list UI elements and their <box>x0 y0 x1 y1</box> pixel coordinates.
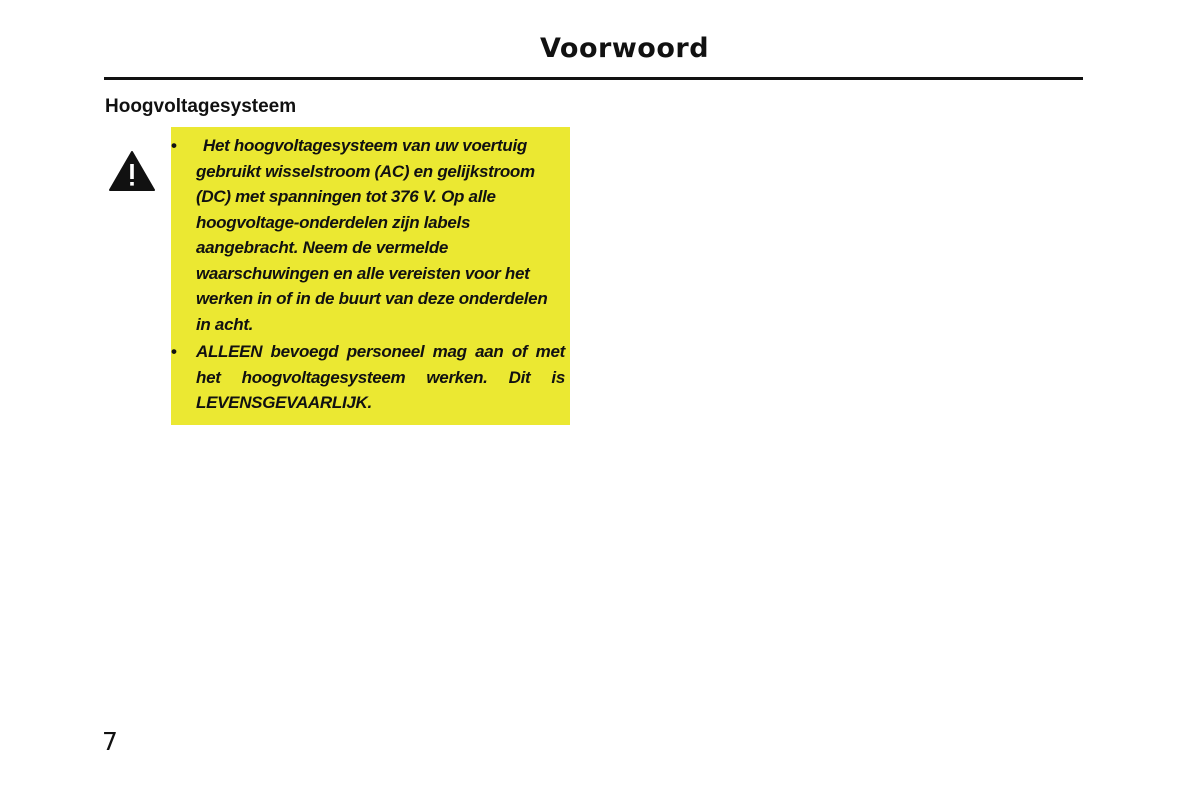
warning-triangle-icon <box>108 150 156 192</box>
bullet-icon: • <box>171 342 177 361</box>
warning-item-text: Het hoogvoltagesysteem van uw voertuig gebruikt wisselstroom (AC) en gelijkstroom (DC) met spanningen tot 376 V. Op alle hoogvoltage-onderdelen zijn labels aangebracht. Neem de vermelde waarschuwingen en alle vereisten voor het werken in of in de buurt van deze onderdelen in acht. <box>196 136 548 334</box>
section-heading: Hoogvoltagesysteem <box>105 96 297 117</box>
page-number: 7 <box>102 727 118 756</box>
warning-item-text: ALLEEN bevoegd personeel mag aan of met het hoogvoltagesysteem werken. Dit is LEVENSGEVAARLIJK. <box>196 342 565 412</box>
bullet-icon: • <box>171 136 177 155</box>
page-title: Voorwoord <box>540 33 710 64</box>
warning-box <box>171 127 570 425</box>
title-divider <box>104 77 1083 80</box>
